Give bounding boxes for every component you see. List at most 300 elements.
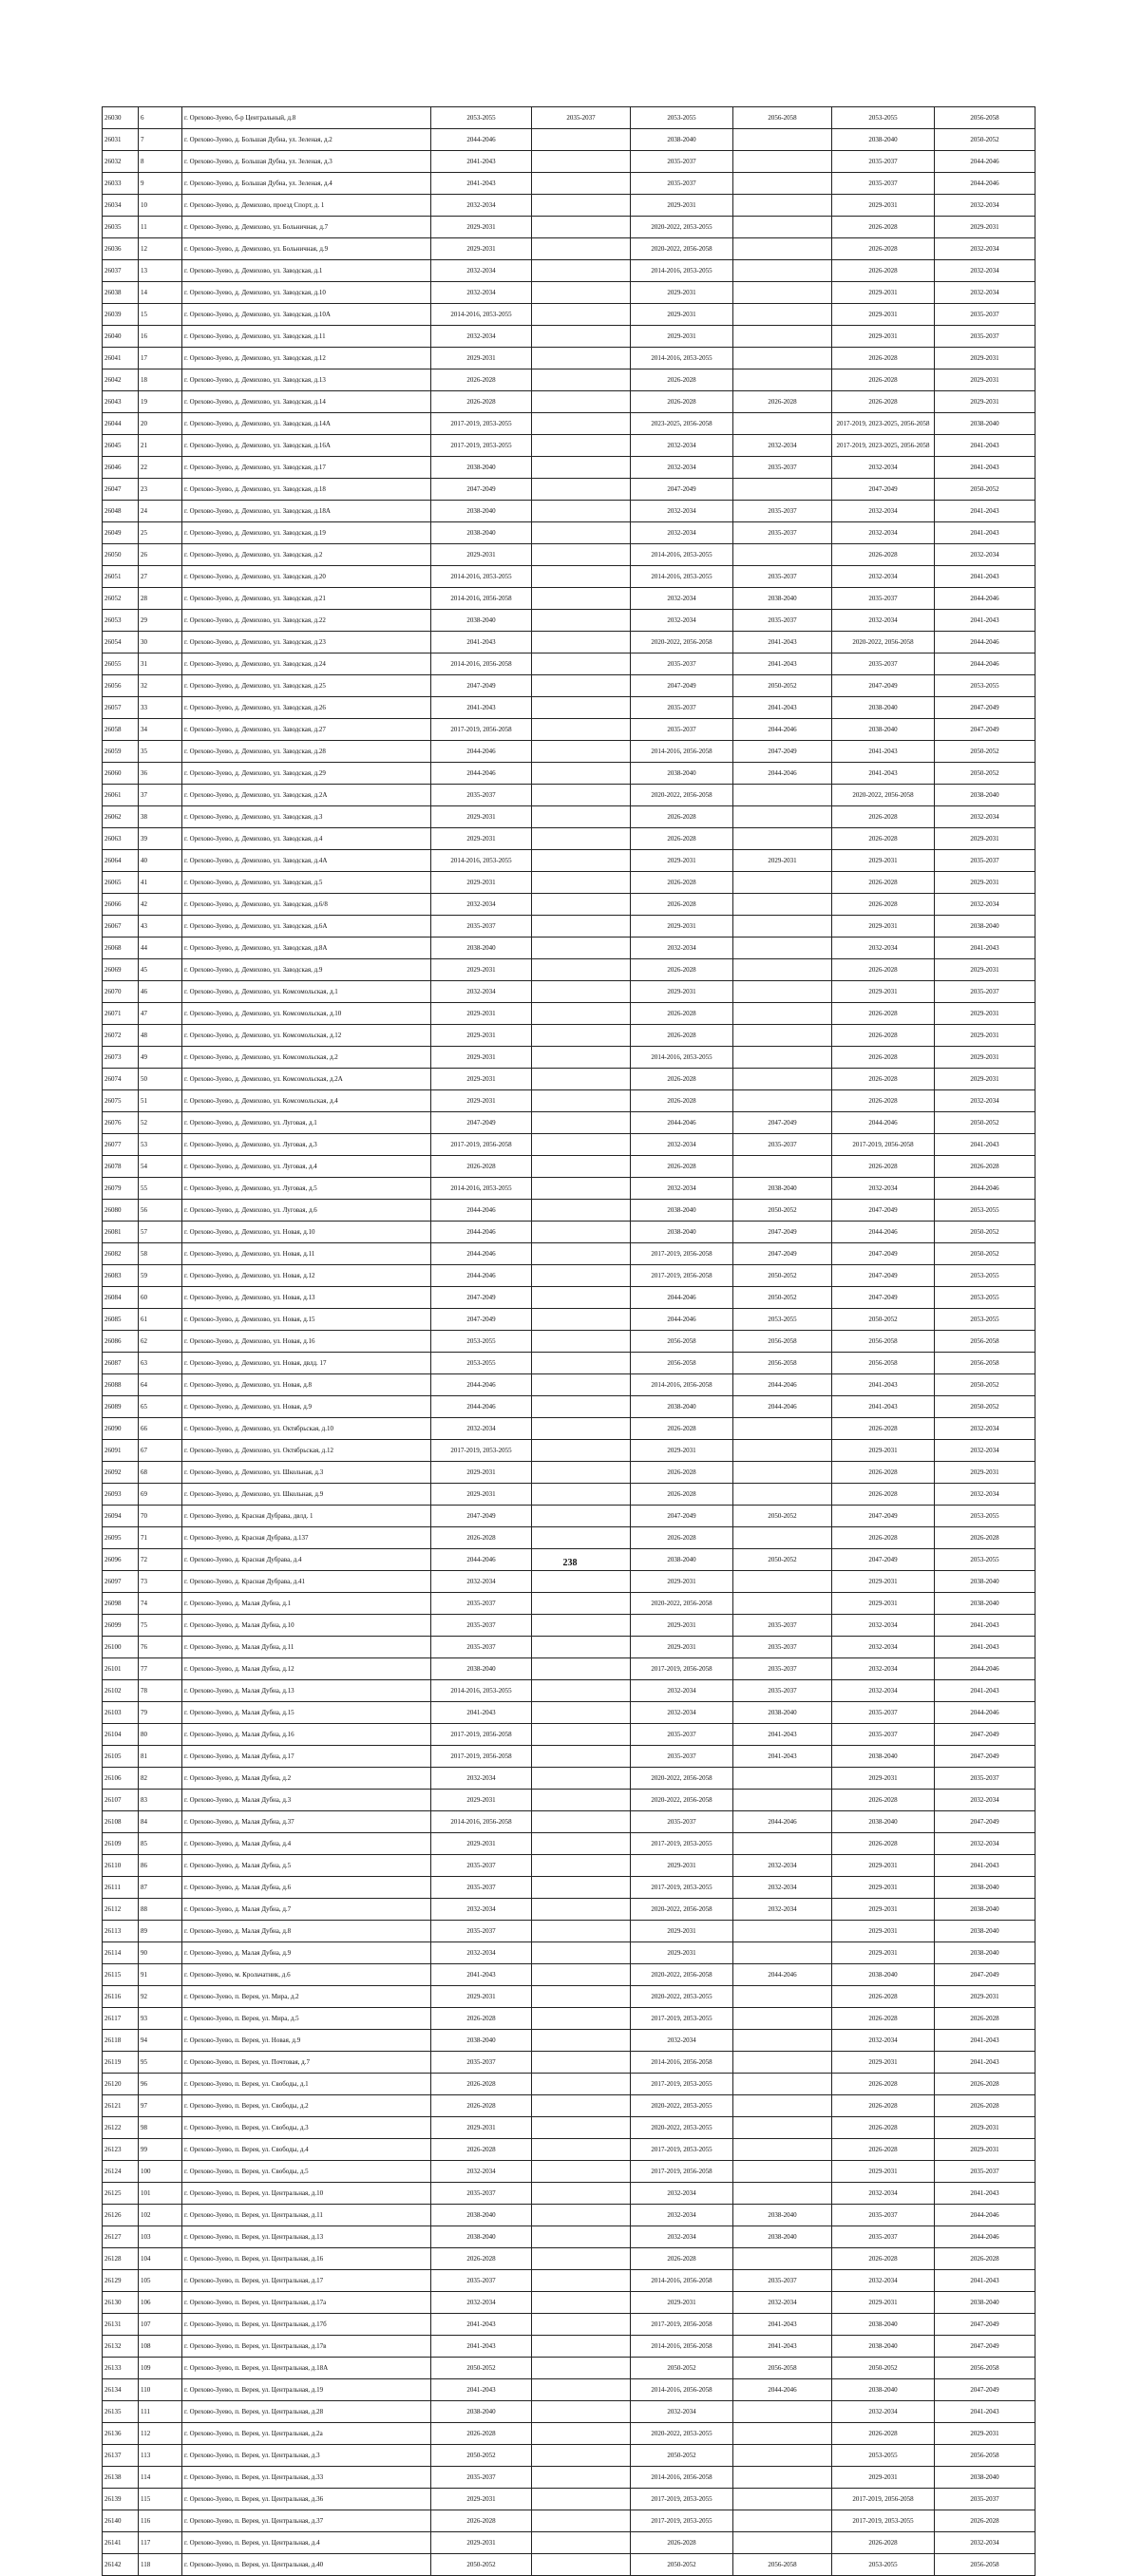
period-3-cell: 2035-2037 bbox=[631, 1811, 733, 1833]
period-3-cell: 2029-2031 bbox=[631, 195, 733, 217]
period-4-cell: 2050-2052 bbox=[733, 675, 832, 697]
period-5-cell: 2026-2028 bbox=[832, 2008, 935, 2030]
period-3-cell: 2029-2031 bbox=[631, 850, 733, 872]
period-3-cell: 2035-2037 bbox=[631, 151, 733, 173]
table-row bbox=[103, 391, 1036, 413]
period-2-cell bbox=[532, 785, 631, 806]
address-cell: г. Орехово-Зуево, д. Демихово, ул. Новая, д.9 bbox=[182, 1396, 431, 1418]
period-2-cell bbox=[532, 763, 631, 785]
period-3-cell: 2026-2028 bbox=[631, 369, 733, 391]
period-6-cell: 2038-2040 bbox=[935, 1877, 1036, 1899]
row-id-cell: 26103 bbox=[103, 1702, 139, 1724]
period-4-cell bbox=[733, 129, 832, 151]
period-1-cell: 2029-2031 bbox=[431, 806, 532, 828]
period-2-cell bbox=[532, 2052, 631, 2074]
table-row bbox=[103, 1134, 1036, 1156]
row-number-cell: 39 bbox=[139, 828, 182, 850]
row-number-cell: 70 bbox=[139, 1506, 182, 1527]
period-6-cell: 2029-2031 bbox=[935, 369, 1036, 391]
period-1-cell: 2026-2028 bbox=[431, 2139, 532, 2161]
period-4-cell bbox=[733, 1833, 832, 1855]
period-1-cell: 2041-2043 bbox=[431, 2336, 532, 2358]
row-number-cell: 44 bbox=[139, 938, 182, 959]
period-6-cell: 2050-2052 bbox=[935, 763, 1036, 785]
row-id-cell: 26060 bbox=[103, 763, 139, 785]
period-4-cell bbox=[733, 238, 832, 260]
period-5-cell: 2026-2028 bbox=[832, 1090, 935, 1112]
row-number-cell: 36 bbox=[139, 763, 182, 785]
period-5-cell: 2053-2055 bbox=[832, 2445, 935, 2467]
period-5-cell: 2026-2028 bbox=[832, 2532, 935, 2554]
period-5-cell: 2035-2037 bbox=[832, 588, 935, 610]
period-3-cell: 2050-2052 bbox=[631, 2445, 733, 2467]
row-id-cell: 26110 bbox=[103, 1855, 139, 1877]
address-cell: г. Орехово-Зуево, д. Малая Дубна, д.1 bbox=[182, 1593, 431, 1615]
period-2-cell bbox=[532, 610, 631, 632]
period-5-cell: 2044-2046 bbox=[832, 1112, 935, 1134]
address-cell: г. Орехово-Зуево, д. Демихово, ул. Заводская, д.1 bbox=[182, 260, 431, 282]
period-4-cell bbox=[733, 2161, 832, 2183]
period-1-cell: 2035-2037 bbox=[431, 2183, 532, 2205]
table-row bbox=[103, 326, 1036, 348]
period-6-cell: 2032-2034 bbox=[935, 894, 1036, 916]
period-1-cell: 2029-2031 bbox=[431, 1047, 532, 1069]
period-4-cell: 2038-2040 bbox=[733, 1702, 832, 1724]
period-4-cell: 2041-2043 bbox=[733, 697, 832, 719]
period-2-cell bbox=[532, 2445, 631, 2467]
period-6-cell: 2032-2034 bbox=[935, 2532, 1036, 2554]
period-1-cell: 2047-2049 bbox=[431, 675, 532, 697]
table-row bbox=[103, 588, 1036, 610]
period-6-cell: 2032-2034 bbox=[935, 1418, 1036, 1440]
period-4-cell: 2035-2037 bbox=[733, 1680, 832, 1702]
period-2-cell bbox=[532, 872, 631, 894]
table-row bbox=[103, 1790, 1036, 1811]
period-5-cell: 2047-2049 bbox=[832, 1243, 935, 1265]
table-row bbox=[103, 1506, 1036, 1527]
row-number-cell: 104 bbox=[139, 2248, 182, 2270]
row-id-cell: 26092 bbox=[103, 1462, 139, 1484]
period-5-cell: 2035-2037 bbox=[832, 173, 935, 195]
address-cell: г. Орехово-Зуево, д. Демихово, ул. Заводская, д.24 bbox=[182, 653, 431, 675]
row-number-cell: 107 bbox=[139, 2314, 182, 2336]
table-row bbox=[103, 129, 1036, 151]
period-6-cell: 2056-2058 bbox=[935, 1353, 1036, 1374]
period-2-cell bbox=[532, 653, 631, 675]
period-3-cell: 2047-2049 bbox=[631, 1506, 733, 1527]
period-1-cell: 2038-2040 bbox=[431, 1658, 532, 1680]
period-4-cell: 2050-2052 bbox=[733, 1265, 832, 1287]
period-5-cell: 2026-2028 bbox=[832, 1527, 935, 1549]
row-number-cell: 82 bbox=[139, 1768, 182, 1790]
period-1-cell: 2032-2034 bbox=[431, 282, 532, 304]
period-3-cell: 2053-2055 bbox=[631, 107, 733, 129]
period-6-cell: 2032-2034 bbox=[935, 195, 1036, 217]
period-2-cell bbox=[532, 719, 631, 741]
period-1-cell: 2032-2034 bbox=[431, 1571, 532, 1593]
period-4-cell: 2032-2034 bbox=[733, 1855, 832, 1877]
table-row bbox=[103, 2358, 1036, 2379]
period-1-cell: 2047-2049 bbox=[431, 479, 532, 501]
row-id-cell: 26079 bbox=[103, 1178, 139, 1200]
period-5-cell: 2032-2034 bbox=[832, 2401, 935, 2423]
period-5-cell: 2047-2049 bbox=[832, 1200, 935, 1222]
period-5-cell: 2017-2019, 2056-2058 bbox=[832, 2489, 935, 2510]
table-row bbox=[103, 610, 1036, 632]
row-id-cell: 26047 bbox=[103, 479, 139, 501]
period-3-cell: 2032-2034 bbox=[631, 2401, 733, 2423]
period-3-cell: 2029-2031 bbox=[631, 2292, 733, 2314]
table-row bbox=[103, 2226, 1036, 2248]
period-1-cell: 2026-2028 bbox=[431, 2510, 532, 2532]
period-2-cell bbox=[532, 1986, 631, 2008]
period-6-cell: 2026-2028 bbox=[935, 2510, 1036, 2532]
row-id-cell: 26032 bbox=[103, 151, 139, 173]
period-1-cell: 2017-2019, 2056-2058 bbox=[431, 719, 532, 741]
period-2-cell bbox=[532, 1134, 631, 1156]
address-cell: г. Орехово-Зуево, д. Демихово, ул. Заводская, д.5 bbox=[182, 872, 431, 894]
row-number-cell: 94 bbox=[139, 2030, 182, 2052]
period-4-cell bbox=[733, 1069, 832, 1090]
address-cell: г. Орехово-Зуево, д. Демихово, ул. Октябрьская, д.12 bbox=[182, 1440, 431, 1462]
period-6-cell: 2050-2052 bbox=[935, 1243, 1036, 1265]
period-2-cell bbox=[532, 1243, 631, 1265]
period-2-cell bbox=[532, 435, 631, 457]
period-4-cell bbox=[733, 260, 832, 282]
table-row bbox=[103, 457, 1036, 479]
schedule-table bbox=[102, 106, 1036, 2576]
period-2-cell bbox=[532, 1440, 631, 1462]
table-row bbox=[103, 1899, 1036, 1921]
period-5-cell: 2026-2028 bbox=[832, 1484, 935, 1506]
row-id-cell: 26050 bbox=[103, 544, 139, 566]
period-2-cell bbox=[532, 1025, 631, 1047]
address-cell: г. Орехово-Зуево, д. Малая Дубна, д.16 bbox=[182, 1724, 431, 1746]
address-cell: г. Орехово-Зуево, д. Демихово, ул. Заводская, д.21 bbox=[182, 588, 431, 610]
period-2-cell bbox=[532, 1309, 631, 1331]
period-6-cell: 2044-2046 bbox=[935, 653, 1036, 675]
period-3-cell: 2026-2028 bbox=[631, 1090, 733, 1112]
row-id-cell: 26053 bbox=[103, 610, 139, 632]
table-row bbox=[103, 369, 1036, 391]
row-number-cell: 38 bbox=[139, 806, 182, 828]
period-1-cell: 2035-2037 bbox=[431, 1615, 532, 1637]
address-cell: г. Орехово-Зуево, д. Красная Дубрава, д.137 bbox=[182, 1527, 431, 1549]
period-1-cell: 2044-2046 bbox=[431, 1374, 532, 1396]
period-1-cell: 2029-2031 bbox=[431, 2532, 532, 2554]
row-id-cell: 26099 bbox=[103, 1615, 139, 1637]
table-row bbox=[103, 719, 1036, 741]
period-6-cell: 2038-2040 bbox=[935, 2292, 1036, 2314]
period-4-cell bbox=[733, 828, 832, 850]
period-6-cell: 2044-2046 bbox=[935, 1178, 1036, 1200]
row-id-cell: 26136 bbox=[103, 2423, 139, 2445]
period-3-cell: 2032-2034 bbox=[631, 1134, 733, 1156]
period-2-cell bbox=[532, 1746, 631, 1768]
period-6-cell: 2041-2043 bbox=[935, 1680, 1036, 1702]
period-2-cell bbox=[532, 1680, 631, 1702]
period-3-cell: 2032-2034 bbox=[631, 457, 733, 479]
row-id-cell: 26123 bbox=[103, 2139, 139, 2161]
table-row bbox=[103, 763, 1036, 785]
period-1-cell: 2047-2049 bbox=[431, 1112, 532, 1134]
period-3-cell: 2029-2031 bbox=[631, 304, 733, 326]
period-2-cell bbox=[532, 2423, 631, 2445]
period-2-cell bbox=[532, 1200, 631, 1222]
period-3-cell: 2014-2016, 2053-2055 bbox=[631, 566, 733, 588]
period-4-cell: 2050-2052 bbox=[733, 1506, 832, 1527]
period-1-cell: 2026-2028 bbox=[431, 1527, 532, 1549]
period-6-cell: 2029-2031 bbox=[935, 872, 1036, 894]
period-3-cell: 2026-2028 bbox=[631, 1527, 733, 1549]
period-5-cell: 2050-2052 bbox=[832, 1309, 935, 1331]
period-4-cell: 2026-2028 bbox=[733, 391, 832, 413]
row-number-cell: 23 bbox=[139, 479, 182, 501]
row-id-cell: 26098 bbox=[103, 1593, 139, 1615]
period-6-cell: 2032-2034 bbox=[935, 260, 1036, 282]
table-row bbox=[103, 1156, 1036, 1178]
period-2-cell bbox=[532, 1593, 631, 1615]
row-id-cell: 26141 bbox=[103, 2532, 139, 2554]
period-5-cell: 2026-2028 bbox=[832, 2248, 935, 2270]
period-5-cell: 2029-2031 bbox=[832, 1877, 935, 1899]
period-5-cell: 2029-2031 bbox=[832, 2161, 935, 2183]
row-number-cell: 7 bbox=[139, 129, 182, 151]
period-1-cell: 2044-2046 bbox=[431, 1396, 532, 1418]
row-number-cell: 50 bbox=[139, 1069, 182, 1090]
row-id-cell: 26070 bbox=[103, 981, 139, 1003]
period-4-cell: 2035-2037 bbox=[733, 1615, 832, 1637]
period-2-cell bbox=[532, 2358, 631, 2379]
period-1-cell: 2044-2046 bbox=[431, 1265, 532, 1287]
period-4-cell bbox=[733, 1418, 832, 1440]
row-id-cell: 26085 bbox=[103, 1309, 139, 1331]
period-6-cell: 2041-2043 bbox=[935, 2030, 1036, 2052]
period-1-cell: 2044-2046 bbox=[431, 1243, 532, 1265]
row-id-cell: 26077 bbox=[103, 1134, 139, 1156]
period-4-cell: 2041-2043 bbox=[733, 2314, 832, 2336]
address-cell: г. Орехово-Зуево, д. Демихово, ул. Больничная, д.9 bbox=[182, 238, 431, 260]
row-id-cell: 26108 bbox=[103, 1811, 139, 1833]
row-id-cell: 26052 bbox=[103, 588, 139, 610]
period-5-cell: 2041-2043 bbox=[832, 763, 935, 785]
row-number-cell: 52 bbox=[139, 1112, 182, 1134]
address-cell: г. Орехово-Зуево, д. Демихово, ул. Заводская, д.13 bbox=[182, 369, 431, 391]
table-row bbox=[103, 850, 1036, 872]
row-number-cell: 58 bbox=[139, 1243, 182, 1265]
row-id-cell: 26046 bbox=[103, 457, 139, 479]
period-5-cell: 2035-2037 bbox=[832, 653, 935, 675]
address-cell: г. Орехово-Зуево, п. Верея, ул. Центральная, д.11 bbox=[182, 2205, 431, 2226]
table-row bbox=[103, 981, 1036, 1003]
period-6-cell: 2035-2037 bbox=[935, 326, 1036, 348]
period-3-cell: 2020-2022, 2053-2055 bbox=[631, 1986, 733, 2008]
address-cell: г. Орехово-Зуево, д. Малая Дубна, д.11 bbox=[182, 1637, 431, 1658]
row-id-cell: 26104 bbox=[103, 1724, 139, 1746]
period-2-cell bbox=[532, 348, 631, 369]
period-5-cell: 2047-2049 bbox=[832, 479, 935, 501]
period-3-cell: 2032-2034 bbox=[631, 1178, 733, 1200]
period-4-cell: 2050-2052 bbox=[733, 1549, 832, 1571]
period-1-cell: 2035-2037 bbox=[431, 785, 532, 806]
row-id-cell: 26059 bbox=[103, 741, 139, 763]
period-2-cell bbox=[532, 151, 631, 173]
period-1-cell: 2053-2055 bbox=[431, 1331, 532, 1353]
period-2-cell bbox=[532, 2074, 631, 2095]
period-6-cell: 2047-2049 bbox=[935, 2379, 1036, 2401]
row-number-cell: 73 bbox=[139, 1571, 182, 1593]
table-row bbox=[103, 2489, 1036, 2510]
period-6-cell: 2041-2043 bbox=[935, 1134, 1036, 1156]
period-1-cell: 2029-2031 bbox=[431, 2117, 532, 2139]
period-3-cell: 2017-2019, 2053-2055 bbox=[631, 2074, 733, 2095]
period-6-cell: 2038-2040 bbox=[935, 1593, 1036, 1615]
period-2-cell bbox=[532, 1768, 631, 1790]
period-6-cell: 2029-2031 bbox=[935, 348, 1036, 369]
row-number-cell: 66 bbox=[139, 1418, 182, 1440]
period-1-cell: 2032-2034 bbox=[431, 326, 532, 348]
period-4-cell: 2035-2037 bbox=[733, 501, 832, 522]
table-row bbox=[103, 1986, 1036, 2008]
period-3-cell: 2035-2037 bbox=[631, 653, 733, 675]
period-4-cell: 2044-2046 bbox=[733, 763, 832, 785]
period-4-cell: 2044-2046 bbox=[733, 719, 832, 741]
period-3-cell: 2026-2028 bbox=[631, 828, 733, 850]
period-5-cell: 2017-2019, 2023-2025, 2056-2058 bbox=[832, 435, 935, 457]
address-cell: г. Орехово-Зуево, д. Малая Дубна, д.5 bbox=[182, 1855, 431, 1877]
period-1-cell: 2053-2055 bbox=[431, 107, 532, 129]
period-6-cell: 2050-2052 bbox=[935, 479, 1036, 501]
period-1-cell: 2032-2034 bbox=[431, 1899, 532, 1921]
period-1-cell: 2038-2040 bbox=[431, 2401, 532, 2423]
address-cell: г. Орехово-Зуево, д. Демихово, ул. Новая, д.12 bbox=[182, 1265, 431, 1287]
table-row bbox=[103, 1746, 1036, 1768]
address-cell: г. Орехово-Зуево, д. Демихово, ул. Заводская, д.2 bbox=[182, 544, 431, 566]
period-2-cell bbox=[532, 2270, 631, 2292]
period-4-cell: 2038-2040 bbox=[733, 588, 832, 610]
row-id-cell: 26038 bbox=[103, 282, 139, 304]
row-number-cell: 21 bbox=[139, 435, 182, 457]
period-5-cell: 2017-2019, 2023-2025, 2056-2058 bbox=[832, 413, 935, 435]
period-3-cell: 2029-2031 bbox=[631, 916, 733, 938]
period-6-cell: 2029-2031 bbox=[935, 391, 1036, 413]
period-3-cell: 2020-2022, 2056-2058 bbox=[631, 1593, 733, 1615]
period-4-cell bbox=[733, 1156, 832, 1178]
period-3-cell: 2035-2037 bbox=[631, 719, 733, 741]
period-2-cell bbox=[532, 1047, 631, 1069]
table-row bbox=[103, 1374, 1036, 1396]
period-6-cell: 2047-2049 bbox=[935, 697, 1036, 719]
period-5-cell: 2038-2040 bbox=[832, 1746, 935, 1768]
period-4-cell bbox=[733, 1003, 832, 1025]
table-row bbox=[103, 1418, 1036, 1440]
row-id-cell: 26031 bbox=[103, 129, 139, 151]
row-number-cell: 29 bbox=[139, 610, 182, 632]
table-row bbox=[103, 2445, 1036, 2467]
period-3-cell: 2056-2058 bbox=[631, 1353, 733, 1374]
address-cell: г. Орехово-Зуево, п. Верея, ул. Свободы, д.3 bbox=[182, 2117, 431, 2139]
period-3-cell: 2035-2037 bbox=[631, 697, 733, 719]
period-1-cell: 2029-2031 bbox=[431, 872, 532, 894]
address-cell: г. Орехово-Зуево, д. Демихово, ул. Новая, д.11 bbox=[182, 1243, 431, 1265]
period-3-cell: 2032-2034 bbox=[631, 610, 733, 632]
table-row bbox=[103, 1440, 1036, 1462]
period-5-cell: 2026-2028 bbox=[832, 806, 935, 828]
period-2-cell bbox=[532, 2489, 631, 2510]
period-6-cell: 2026-2028 bbox=[935, 2008, 1036, 2030]
period-1-cell: 2017-2019, 2053-2055 bbox=[431, 1440, 532, 1462]
period-6-cell: 2041-2043 bbox=[935, 1637, 1036, 1658]
period-6-cell: 2029-2031 bbox=[935, 1986, 1036, 2008]
row-number-cell: 11 bbox=[139, 217, 182, 238]
period-2-cell bbox=[532, 2554, 631, 2576]
period-1-cell: 2038-2040 bbox=[431, 2205, 532, 2226]
period-2-cell bbox=[532, 1178, 631, 1200]
period-4-cell bbox=[733, 217, 832, 238]
table-row bbox=[103, 522, 1036, 544]
table-row bbox=[103, 2510, 1036, 2532]
address-cell: г. Орехово-Зуево, д. Демихово, ул. Заводская, д.26 bbox=[182, 697, 431, 719]
table-row bbox=[103, 1615, 1036, 1637]
page-number: 238 bbox=[562, 1558, 578, 1568]
period-1-cell: 2026-2028 bbox=[431, 1156, 532, 1178]
row-id-cell: 26058 bbox=[103, 719, 139, 741]
row-number-cell: 37 bbox=[139, 785, 182, 806]
period-4-cell bbox=[733, 785, 832, 806]
row-number-cell: 106 bbox=[139, 2292, 182, 2314]
table-row bbox=[103, 916, 1036, 938]
period-2-cell bbox=[532, 369, 631, 391]
address-cell: г. Орехово-Зуево, д. Демихово, ул. Заводская, д.3 bbox=[182, 806, 431, 828]
period-1-cell: 2044-2046 bbox=[431, 741, 532, 763]
period-3-cell: 2014-2016, 2056-2058 bbox=[631, 1374, 733, 1396]
address-cell: г. Орехово-Зуево, д. Демихово, ул. Луговая, д.5 bbox=[182, 1178, 431, 1200]
address-cell: г. Орехово-Зуево, п. Верея, ул. Центральная, д.17б bbox=[182, 2314, 431, 2336]
period-4-cell: 2041-2043 bbox=[733, 2336, 832, 2358]
row-number-cell: 17 bbox=[139, 348, 182, 369]
address-cell: г. Орехово-Зуево, д. Демихово, ул. Заводская, д.9 bbox=[182, 959, 431, 981]
period-5-cell: 2026-2028 bbox=[832, 260, 935, 282]
period-1-cell: 2029-2031 bbox=[431, 544, 532, 566]
row-number-cell: 101 bbox=[139, 2183, 182, 2205]
table-row bbox=[103, 2117, 1036, 2139]
period-4-cell: 2035-2037 bbox=[733, 522, 832, 544]
period-3-cell: 2026-2028 bbox=[631, 391, 733, 413]
period-6-cell: 2050-2052 bbox=[935, 1222, 1036, 1243]
period-6-cell: 2041-2043 bbox=[935, 2270, 1036, 2292]
period-1-cell: 2014-2016, 2053-2055 bbox=[431, 850, 532, 872]
period-6-cell: 2032-2034 bbox=[935, 238, 1036, 260]
row-number-cell: 65 bbox=[139, 1396, 182, 1418]
period-5-cell: 2050-2052 bbox=[832, 2358, 935, 2379]
table-row bbox=[103, 2423, 1036, 2445]
period-4-cell bbox=[733, 1462, 832, 1484]
period-2-cell bbox=[532, 1396, 631, 1418]
row-number-cell: 19 bbox=[139, 391, 182, 413]
period-4-cell: 2032-2034 bbox=[733, 1899, 832, 1921]
table-row bbox=[103, 959, 1036, 981]
address-cell: г. Орехово-Зуево, п. Верея, ул. Свободы, д.4 bbox=[182, 2139, 431, 2161]
period-2-cell bbox=[532, 2532, 631, 2554]
table-row bbox=[103, 2270, 1036, 2292]
period-3-cell: 2026-2028 bbox=[631, 1484, 733, 1506]
period-1-cell: 2041-2043 bbox=[431, 173, 532, 195]
period-4-cell: 2035-2037 bbox=[733, 2270, 832, 2292]
period-1-cell: 2044-2046 bbox=[431, 1549, 532, 1571]
row-number-cell: 61 bbox=[139, 1309, 182, 1331]
row-id-cell: 26137 bbox=[103, 2445, 139, 2467]
period-3-cell: 2029-2031 bbox=[631, 1440, 733, 1462]
